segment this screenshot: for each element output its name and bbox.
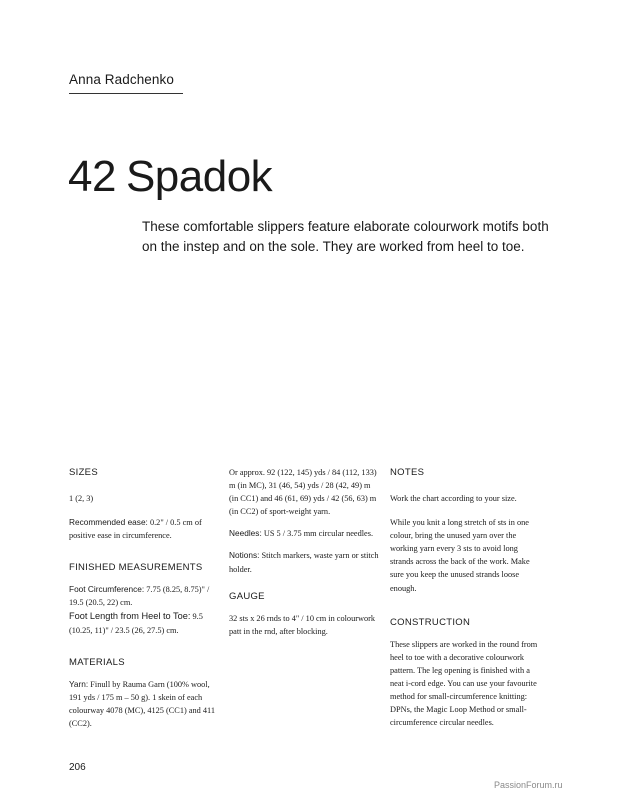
ease-value: 0.2" / 0.5 cm of positive ease in circumference. [69, 518, 202, 541]
author-underline [69, 93, 183, 94]
pattern-name: Spadok [125, 152, 273, 201]
yarn-value: Finull by Rauma Garn (100% wool, 191 yds / 175 m – 50 g). 1 skein of each colourway 4078 (MC), 4125 (CC1) and 411 (CC2). [69, 679, 216, 728]
foot-circumference-value: 7.75 (8.25, 8.75)" / 19.5 (20.5, 22) cm. [69, 585, 210, 608]
ease-paragraph [69, 516, 219, 542]
page-title [68, 152, 272, 202]
notions-paragraph [229, 549, 379, 575]
sizes-value: 1 (2, 3) [69, 494, 94, 503]
gauge-value: 32 sts x 26 rnds to 4" / 10 cm in colourwork patt in the rnd, after blocking. [229, 613, 376, 636]
watermark: PassionForum.ru [494, 780, 563, 790]
notions-value: Stitch markers, waste yarn or stitch holder. [229, 551, 379, 574]
column-3 [390, 466, 540, 729]
foot-length-value: 9.5 (10.25, 11)" / 23.5 (26, 27.5) cm. [69, 612, 203, 635]
yarn-paragraph [69, 678, 219, 730]
column-1 [69, 466, 219, 730]
construction-paragraph: These slippers are worked in the round from heel to toe with a decorative colourwork pattern. The leg opening is finished with a neat i-cord edge. You can use your favourite method for small-circumference knitting: DPNs, the Magic Loop Method or small-circumference circular needles. [390, 639, 538, 728]
needles-value: US 5 / 3.75 mm circular needles. [261, 529, 374, 539]
yarn-continued: Or approx. 92 (122, 145) yds / 84 (112, 133) m (in MC), 31 (46, 54) yds / 28 (42, 49) m (in CC1) and 46 (61, 69) yds / 42 (56, 63) m (in CC2) of sport-weight yarn. [229, 468, 377, 517]
column-2 [229, 466, 379, 638]
sizes-heading: SIZES [69, 467, 98, 478]
gauge-heading: GAUGE [229, 590, 265, 602]
yarn-label: Yarn: [69, 678, 89, 689]
needles-label: Needles: [229, 528, 262, 539]
ease-label: Recommended ease: [69, 517, 148, 528]
notes-heading: NOTES [390, 467, 425, 478]
pattern-number: 42 [68, 152, 116, 201]
foot-circumference-label: Foot Circumference: [69, 584, 145, 595]
measurements-heading: FINISHED MEASUREMENTS [69, 562, 203, 574]
foot-circumference [69, 583, 219, 609]
page-number: 206 [69, 762, 86, 773]
notions-label: Notions: [229, 550, 260, 561]
materials-heading: MATERIALS [69, 656, 125, 668]
author-name: Anna Radchenko [69, 72, 174, 87]
intro-paragraph: These comfortable slippers feature elaborate colourwork motifs both on the instep and on the sole. They are worked from heel to toe. [142, 219, 549, 254]
notes-paragraph-2: While you knit a long stretch of sts in one colour, bring the unused yarn over the working yarn every 3 sts to avoid long strands across the back of the work. Make sure you keep the unused strands loose enough. [390, 518, 530, 593]
needles-paragraph [229, 527, 379, 540]
foot-length [69, 610, 219, 636]
construction-heading: CONSTRUCTION [390, 616, 471, 628]
foot-length-label: Foot Length from Heel to Toe: [69, 611, 191, 622]
notes-paragraph-1: Work the chart according to your size. [390, 494, 517, 503]
